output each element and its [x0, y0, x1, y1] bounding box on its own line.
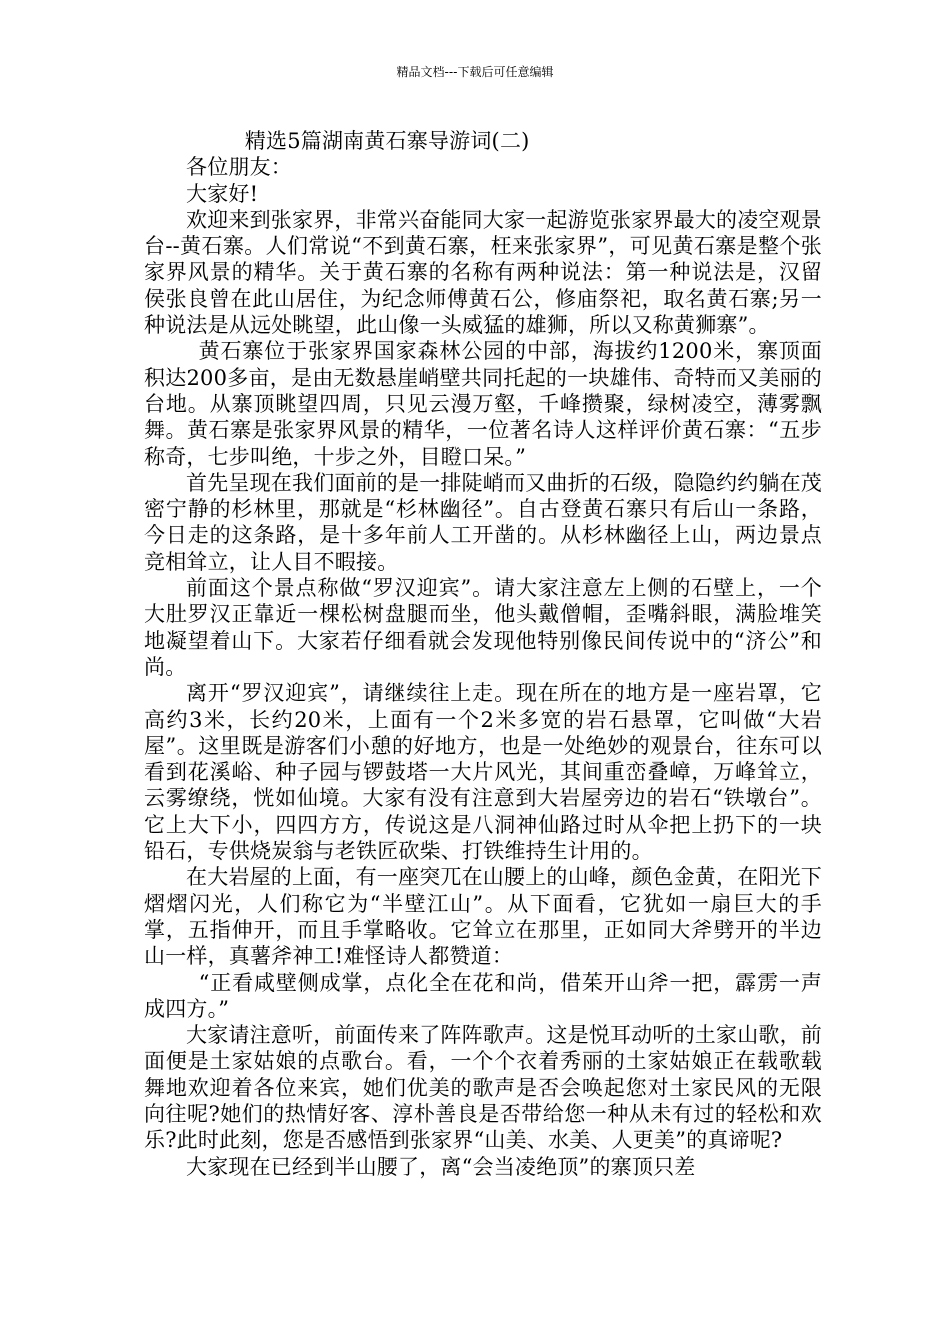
- document-title: 精选5篇湖南黄石寨导游词(二): [244, 129, 530, 153]
- document-body: [144, 128, 822, 1180]
- paragraph-halfway: 大家现在已经到半山腰了，离“会当凌绝顶”的寨顶只差: [186, 1154, 696, 1179]
- paragraph-dayanwu: 离开“罗汉迎宾”，请继续往上走。现在所在的地方是一座岩罩，它高约3米，长约20米，上面有一个2米多宽的岩石悬罩，它叫做“大岩屋”。这里既是游客们小憩的好地方，也是一处绝妙的观景台，往东可以看到花溪峪、种子园与锣鼓塔一大片风光，其间重峦叠嶂，万峰耸立，云雾缭绕，恍如仙境。大家有没有注意到大岩屋旁边的岩石“铁墩台”。它上大下小，四四方方，传说这是八洞神仙路过时从伞把上扔下的一块铅石，专供烧炭翁与老铁匠砍柴、打铁维持生计用的。: [144, 681, 822, 864]
- paragraph-songs: 大家请注意听，前面传来了阵阵歌声。这是悦耳动听的土家山歌，前面便是土家姑娘的点歌台。看，一个个衣着秀丽的土家姑娘正在载歌载舞地欢迎着各位来宾，她们优美的歌声是否会唤起您对土家民风的无限向往呢?她们的热情好客、淳朴善良是否带给您一种从未有过的轻松和欢乐?此时此刻，您是否感悟到张家界“山美、水美、人更美”的真谛呢?: [144, 1023, 822, 1153]
- paragraph-hello: 大家好!: [186, 181, 259, 206]
- paragraph-greeting: 各位朋友：: [186, 155, 292, 180]
- paragraph-luohan: 前面这个景点称做“罗汉迎宾”。请大家注意左上侧的石壁上，一个大肚罗汉正靠近一棵松树盘腿而坐，他头戴僧帽，歪嘴斜眼，满脸堆笑地凝望着山下。大家若仔细看就会发现他特别像民间传说中的“济公”和尚。: [144, 576, 822, 679]
- paragraph-poem: “正看咸壁侧成掌，点化全在花和尚，借茱开山斧一把，霹雳一声成四方。”: [144, 970, 822, 1021]
- page-header: 精品文档---下载后可任意编辑: [396, 65, 554, 79]
- paragraph-shanlin-path: 首先呈现在我们面前的是一排陡峭而又曲折的石级，隐隐约约躺在茂密宁静的杉林里，那就是“杉林幽径”。自古登黄石寨只有后山一条路，今日走的这条路，是十多年前人工开凿的。从杉林幽径上山，两边景点竞相耸立，让人目不暇接。: [144, 470, 822, 574]
- paragraph-welcome: 欢迎来到张家界，非常兴奋能同大家一起游览张家界最大的凌空观景台--黄石寨。人们常说“不到黄石寨，枉来张家界”，可见黄石寨是整个张家界风景的精华。关于黄石寨的名称有两种说法：第一种说法是，汉留侯张良曾在此山居住，为纪念师傅黄石公，修庙祭祀，取名黄石寨;另一种说法是从远处眺望，此山像一头威猛的雄狮，所以又称黄狮寨”。: [144, 207, 822, 338]
- paragraph-banbi-jiangshan: 在大岩屋的上面，有一座突兀在山腰上的山峰，颜色金黄，在阳光下熠熠闪光，人们称它为“半壁江山”。从下面看，它犹如一扇巨大的手掌，五指伸开，而且手掌略收。它耸立在那里，正如同大斧劈开的半边山一样，真薯斧神工!难怪诗人都赞道：: [144, 865, 822, 969]
- paragraph-location: 黄石寨位于张家界国家森林公园的中部，海拔约1200米，寨顶面积达200多亩，是由无数悬崖峭壁共同托起的一块雄伟、奇特而又美丽的台地。从寨顶眺望四周，只见云漫万壑，千峰攒聚，绿树凌空，薄雾飘舞。黄石寨是张家界风景的精华，一位著名诗人这样评价黄石寨：“五步称奇，七步叫绝，十步之外，目瞪口呆。”: [144, 339, 822, 469]
